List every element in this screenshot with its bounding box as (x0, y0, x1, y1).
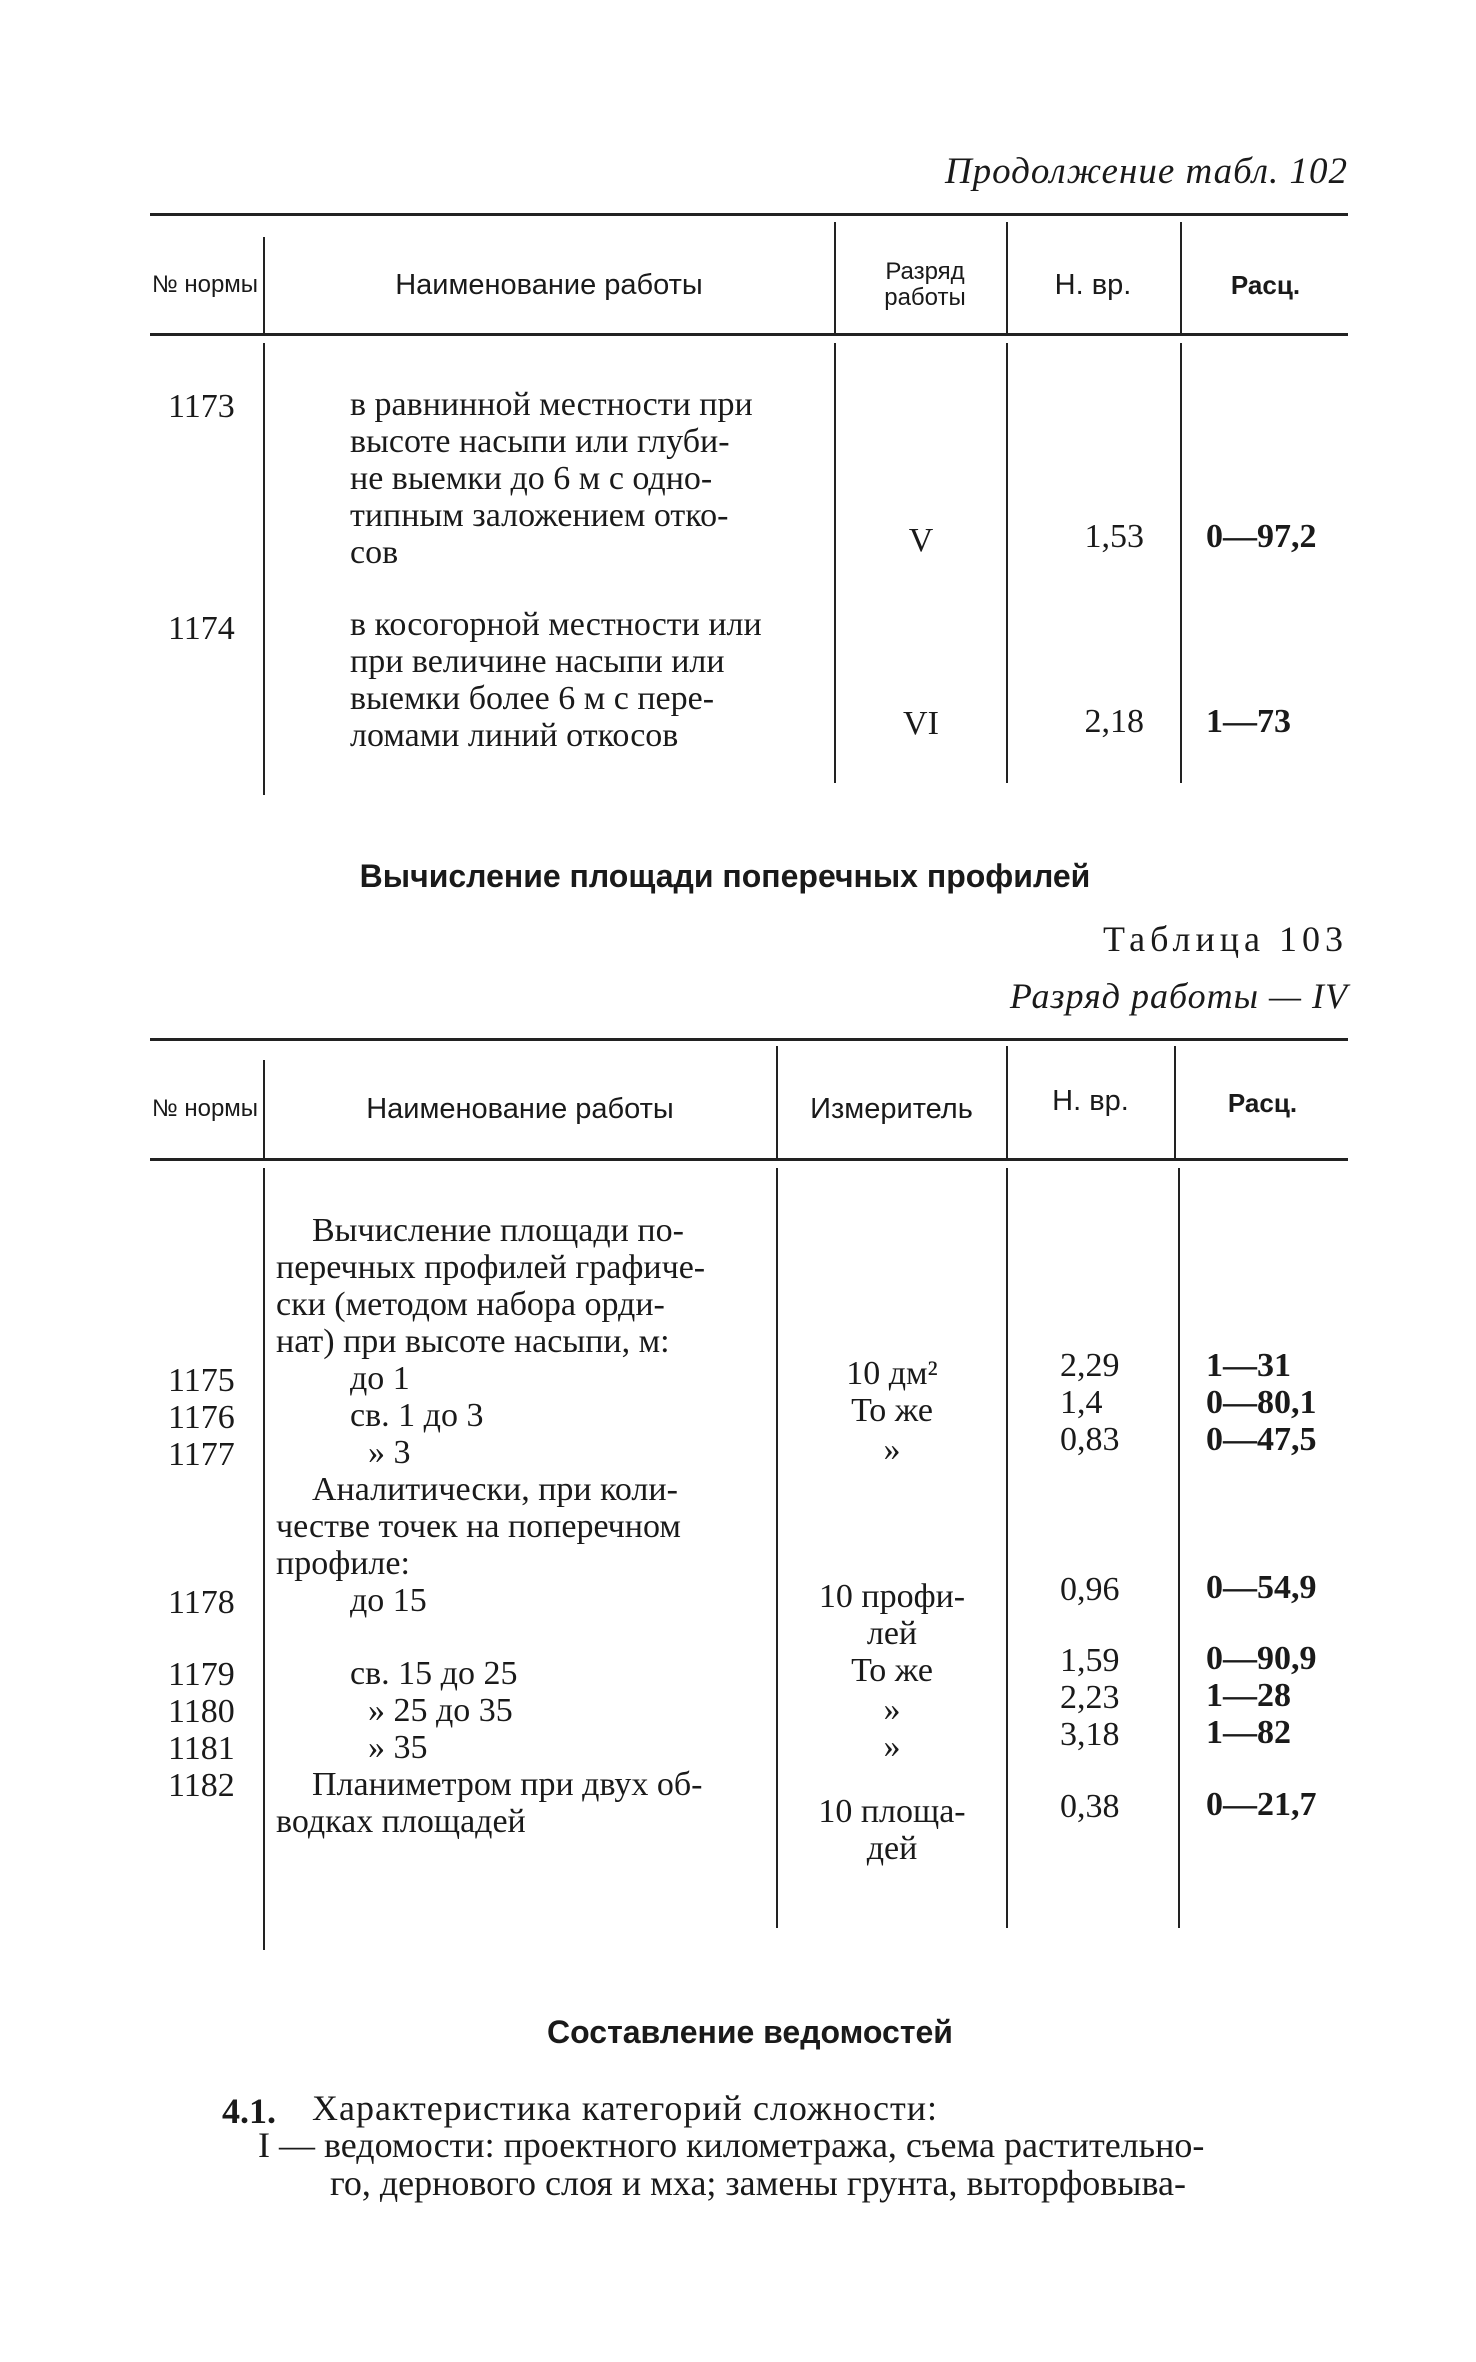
time-value: 2,29 (1060, 1347, 1120, 1384)
rate-value: 1—82 (1206, 1714, 1291, 1751)
table-rule (150, 333, 1348, 336)
work-description-line: типным заложением отко- (350, 497, 729, 534)
time-value: 1,53 (1084, 518, 1144, 555)
work-description-line: честве точек на поперечном (276, 1508, 681, 1545)
column-divider (1174, 1046, 1176, 1160)
header-work-name: Наименование работы (366, 1092, 674, 1125)
work-description-line: водках площадей (276, 1803, 526, 1840)
unit-value: » (883, 1431, 901, 1468)
norm-number: 1177 (168, 1436, 235, 1473)
item-number: 4.1. (222, 2091, 276, 2131)
time-value: 2,23 (1060, 1679, 1120, 1716)
work-description-line: Планиметром при двух об- (312, 1766, 703, 1803)
rate-value: 1—31 (1206, 1347, 1291, 1384)
unit-value: 10 площа- (818, 1793, 966, 1830)
column-divider (776, 1046, 778, 1160)
unit-value: 10 профи- (818, 1578, 966, 1615)
work-description-line: не выемки до 6 м с одно- (350, 460, 713, 497)
header-norm-number: № нормы (151, 271, 259, 298)
section-title: Составление ведомостей (547, 2014, 953, 2050)
norm-number: 1176 (168, 1399, 235, 1436)
time-value: 2,18 (1084, 703, 1144, 740)
norm-number: 1175 (168, 1362, 235, 1399)
norm-number: 1178 (168, 1584, 235, 1621)
body-text-line: го, дернового слоя и мха; замены грунта, выторфовыва- (330, 2163, 1186, 2203)
work-description-line: ломами линий откосов (350, 717, 679, 754)
work-description-line: в косогорной местности или (350, 606, 762, 643)
unit-value: То же (851, 1392, 933, 1429)
work-description-line: » 25 до 35 (368, 1692, 513, 1729)
unit-value: » (883, 1728, 901, 1765)
norm-number: 1179 (168, 1656, 235, 1693)
work-description-line: ски (методом набора орди- (276, 1286, 665, 1323)
table-rule (150, 1038, 1348, 1041)
header-time: Н. вр. (1054, 268, 1132, 301)
table-continuation-label: Продолжение табл. 102 (944, 151, 1348, 192)
work-description-line: при величине насыпи или (350, 643, 725, 680)
work-description-line: св. 1 до 3 (350, 1397, 484, 1434)
work-description-line: выемки более 6 м с пере- (350, 680, 715, 717)
column-divider (834, 222, 836, 335)
body-text-line: I — ведомости: проектного километража, съема растительно- (258, 2125, 1205, 2165)
column-divider (263, 1168, 265, 1950)
work-description-line: до 15 (350, 1582, 427, 1619)
column-divider (1006, 222, 1008, 335)
column-divider (1006, 1046, 1008, 1160)
column-divider (263, 343, 265, 795)
work-description-line: Аналитически, при коли- (312, 1471, 678, 1508)
column-divider (263, 1060, 265, 1160)
work-description-line: св. 15 до 25 (350, 1655, 518, 1692)
norm-number: 1182 (168, 1767, 235, 1804)
grade-value: VI (903, 705, 939, 742)
column-divider (1006, 1168, 1008, 1928)
time-value: 0,96 (1060, 1571, 1120, 1608)
work-grade-label: Разряд работы — IV (1009, 976, 1348, 1016)
header-rate: Расц. (1230, 269, 1301, 300)
column-divider (1178, 1168, 1180, 1928)
time-value: 0,83 (1060, 1421, 1120, 1458)
table-rule (150, 1158, 1348, 1161)
rate-value: 0—80,1 (1206, 1384, 1317, 1421)
header-norm-number: № нормы (151, 1095, 259, 1122)
rate-value: 0—47,5 (1206, 1421, 1317, 1458)
header-time: Н. вр. (1052, 1084, 1129, 1117)
work-description-line: нат) при высоте насыпи, м: (276, 1323, 670, 1360)
unit-value: дей (866, 1830, 918, 1867)
unit-value: 10 дм² (846, 1355, 938, 1392)
work-description-line: » 3 (368, 1434, 411, 1471)
work-description-line: » 35 (368, 1729, 428, 1766)
column-divider (1180, 222, 1182, 335)
header-unit: Измеритель (810, 1092, 973, 1125)
unit-value: То же (851, 1652, 933, 1689)
header-work-name: Наименование работы (395, 268, 703, 301)
rate-value: 1—28 (1206, 1677, 1291, 1714)
norm-number: 1174 (168, 610, 235, 647)
rate-value: 0—21,7 (1206, 1786, 1317, 1823)
time-value: 1,4 (1060, 1384, 1103, 1421)
norm-number: 1180 (168, 1693, 235, 1730)
column-divider (1180, 343, 1182, 783)
work-description-line: высоте насыпи или глуби- (350, 423, 730, 460)
column-divider (263, 237, 265, 335)
work-description-line: сов (350, 534, 399, 571)
time-value: 0,38 (1060, 1788, 1120, 1825)
table-rule (150, 213, 1348, 216)
rate-value: 1—73 (1206, 703, 1291, 740)
norm-number: 1173 (168, 388, 235, 425)
work-description-line: перечных профилей графиче- (276, 1249, 706, 1286)
unit-value: лей (866, 1615, 918, 1652)
rate-value: 0—90,9 (1206, 1640, 1317, 1677)
section-title: Вычисление площади поперечных профилей (359, 858, 1091, 894)
work-description-line: Вычисление площади по- (312, 1212, 684, 1249)
table-number-label: Таблица 103 (1103, 919, 1348, 959)
header-grade: Разряд работы (884, 258, 966, 311)
unit-value: » (883, 1691, 901, 1728)
time-value: 3,18 (1060, 1716, 1120, 1753)
norm-number: 1181 (168, 1730, 235, 1767)
work-description-line: профиле: (276, 1545, 410, 1582)
rate-value: 0—54,9 (1206, 1569, 1317, 1606)
header-rate: Расц. (1227, 1087, 1298, 1118)
grade-value: V (908, 522, 934, 559)
rate-value: 0—97,2 (1206, 518, 1317, 555)
item-text: Характеристика категорий сложности: (312, 2088, 939, 2128)
work-description-line: в равнинной местности при (350, 386, 753, 423)
time-value: 1,59 (1060, 1642, 1120, 1679)
work-description-line: до 1 (350, 1360, 410, 1397)
